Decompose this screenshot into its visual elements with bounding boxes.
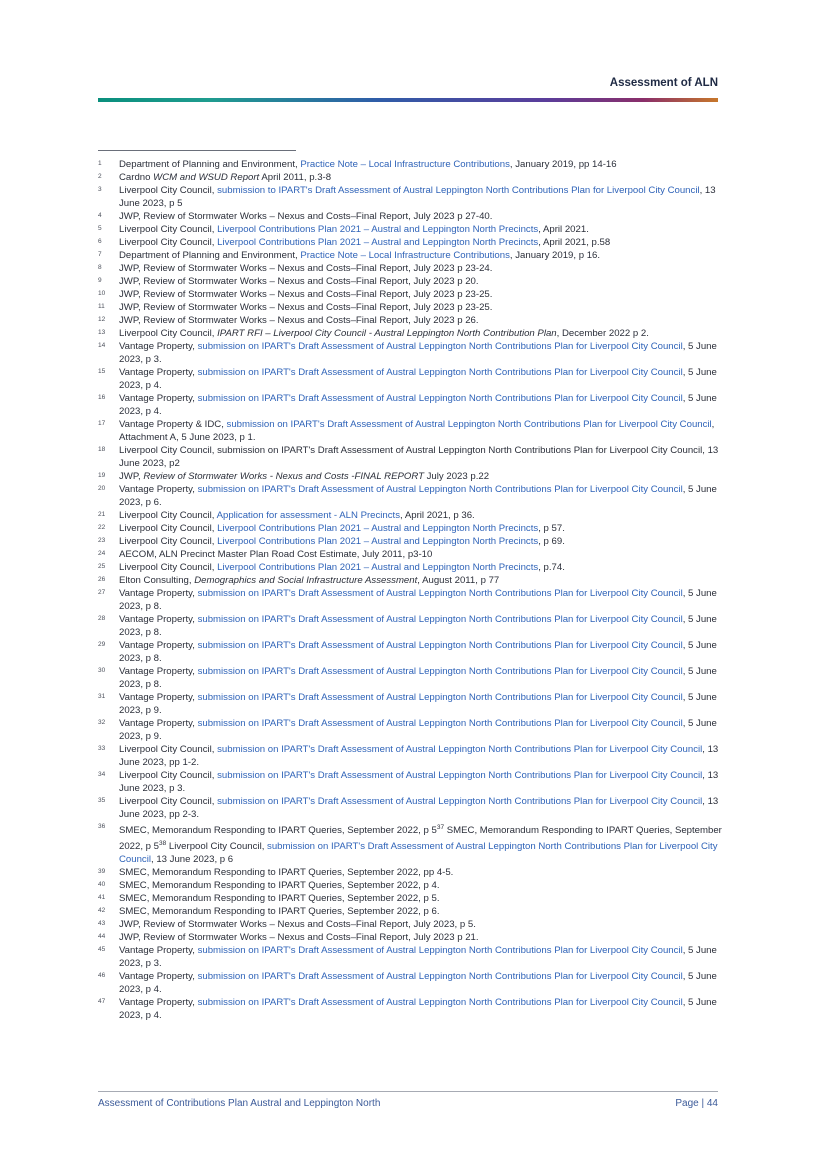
footnote-number: 7 [98, 251, 102, 258]
footnote-link[interactable]: submission on IPART's Draft Assessment of Austral Leppington North Contributions Plan for Liverpool City Council [197, 484, 683, 495]
footnote-number: 43 [98, 920, 106, 928]
footnote-text: Vantage Property, [119, 367, 198, 378]
footnote-text: , April 2021, p.58 [538, 237, 611, 248]
footnote-text: , 5 June 2023, p 4. [119, 971, 717, 996]
footnote-text: Liverpool City Council, [119, 536, 218, 547]
footnote-text: Vantage Property, [119, 666, 198, 677]
footnote-item [98, 210, 722, 223]
footnote-number: 39 [98, 868, 106, 876]
footnote-number: 26 [98, 576, 106, 583]
footnote-item [98, 866, 722, 879]
footnote-number: 4 [98, 212, 102, 219]
footnote-number: 13 [98, 329, 106, 336]
footnote-number: 30 [98, 667, 106, 674]
footnote-text: Vantage Property, [119, 971, 198, 983]
footnote-link[interactable]: submission on IPART's Draft Assessment of Austral Leppington North Contributions Plan for Liverpool City Council [217, 744, 703, 755]
footnote-text: Vantage Property, [119, 640, 198, 651]
footnote-item [98, 366, 722, 392]
footnote-number: 8 [98, 264, 102, 271]
footnote-item [98, 769, 722, 795]
footnote-text: , 5 June 2023, p 4. [119, 367, 717, 391]
footnote-separator [98, 150, 296, 151]
footnote-number: 3 [98, 186, 102, 193]
footnote-item [98, 275, 722, 288]
footnote-link[interactable]: submission on IPART's Draft Assessment of Austral Leppington North Contributions Plan for Liverpool City Council [197, 971, 683, 983]
footnote-text: , January 2019, p 16. [509, 250, 601, 261]
footnote-text: Liverpool City Council, submission on IPART's Draft Assessment of Austral Leppington North Contributions Plan for Liverpool City Council, 13 June 2023, p2 [119, 445, 719, 469]
footnote-link[interactable]: submission on IPART's Draft Assessment of Austral Leppington North Contributions Plan for Liverpool City Council [197, 666, 683, 677]
footnote-text: , April 2021, p 36. [400, 510, 475, 521]
footnote-text: JWP, [119, 471, 144, 482]
footnote-item [98, 249, 722, 262]
footnote-item [98, 184, 722, 210]
footnote-number: 1 [98, 160, 102, 167]
footnote-italic-text: IPART RFI – Liverpool City Council - Austral Leppington North Contribution Plan [217, 328, 557, 339]
footnote-text: , 5 June 2023, p 6. [119, 484, 717, 508]
footnote-text: Liverpool City Council, [119, 744, 218, 755]
footnote-item [98, 522, 722, 535]
footnote-link[interactable]: submission on IPART's Draft Assessment of Austral Leppington North Contributions Plan for Liverpool City Council [226, 419, 712, 430]
footnote-text: , Attachment A, 5 June 2023, p 1. [119, 419, 715, 443]
footnote-number: 31 [98, 693, 106, 700]
footnote-text: SMEC, Memorandum Responding to IPART Queries, September 2022, p 5. [119, 893, 440, 905]
footnote-text: Liverpool City Council, [119, 523, 218, 534]
footnote-text: Liverpool City Council, [119, 562, 218, 573]
footnote-item [98, 743, 722, 769]
footnote-item [98, 996, 722, 1022]
footnote-number: 12 [98, 316, 106, 323]
footnote-link[interactable]: submission to IPART's Draft Assessment of Austral Leppington North Contributions Plan for Liverpool City Council [217, 185, 700, 196]
header-gradient-bar [98, 98, 718, 102]
footnote-item [98, 970, 722, 996]
footnote-text: JWP, Review of Stormwater Works – Nexus and Costs–Final Report, July 2023 p 27-40. [119, 211, 493, 222]
footnote-text: , 13 June 2023, p 6 [151, 854, 234, 866]
footnote-text: Vantage Property, [119, 588, 198, 599]
footnote-item [98, 613, 722, 639]
footnote-text: , 13 June 2023, pp 1-2. [119, 744, 719, 768]
footnote-link[interactable]: submission on IPART's Draft Assessment of Austral Leppington North Contributions Plan for Liverpool City Council [119, 841, 718, 866]
footnote-item [98, 574, 722, 587]
footnote-number: 21 [98, 511, 106, 518]
footnote-number: 19 [98, 472, 106, 479]
footnote-number: 44 [98, 933, 106, 941]
footnote-item [98, 931, 722, 944]
footnote-superscript: 37 [436, 824, 445, 831]
footnote-item [98, 327, 722, 340]
footnote-text: JWP, Review of Stormwater Works – Nexus and Costs–Final Report, July 2023 p 26. [119, 315, 479, 326]
footnote-text: , 5 June 2023, p 8. [119, 588, 717, 612]
footnote-item [98, 392, 722, 418]
footnote-item [98, 444, 722, 470]
footnote-item [98, 483, 722, 509]
footnote-item [98, 639, 722, 665]
page-header-title: Assessment of ALN [609, 77, 718, 89]
footnote-superscript: 38 [159, 840, 167, 848]
footnote-number: 22 [98, 524, 106, 531]
footnote-text: Vantage Property, [119, 484, 198, 495]
footnote-number: 6 [98, 238, 102, 245]
footnote-number: 42 [98, 907, 106, 915]
footnote-link[interactable]: Liverpool Contributions Plan 2021 – Austral and Leppington North Precincts [217, 562, 539, 573]
footnote-text: JWP, Review of Stormwater Works – Nexus and Costs–Final Report, July 2023 p 23-24. [119, 263, 493, 274]
footnote-item [98, 665, 722, 691]
footnote-item [98, 795, 722, 821]
footnote-link[interactable]: submission on IPART's Draft Assessment of Austral Leppington North Contributions Plan for Liverpool City Council [217, 796, 703, 807]
footnote-text: July 2023 p.22 [423, 471, 490, 482]
footnote-text: , August 2011, p 77 [417, 575, 500, 586]
footnote-link[interactable]: Liverpool Contributions Plan 2021 – Austral and Leppington North Precincts [217, 237, 539, 248]
footnote-link[interactable]: Liverpool Contributions Plan 2021 – Austral and Leppington North Precincts [217, 536, 539, 547]
footnote-text: , 13 June 2023, p 5 [119, 185, 716, 209]
footnote-text: SMEC, Memorandum Responding to IPART Queries, September 2022, p 6. [119, 906, 440, 918]
footnote-number: 35 [98, 797, 106, 804]
footnote-item [98, 535, 722, 548]
footnote-item [98, 340, 722, 366]
footnote-number: 14 [98, 342, 106, 349]
footnote-link[interactable]: Practice Note – Local Infrastructure Contributions [300, 250, 510, 261]
footnote-number: 28 [98, 615, 106, 622]
footnote-text: , 5 June 2023, p 9. [119, 692, 717, 716]
footnote-link[interactable]: submission on IPART's Draft Assessment of Austral Leppington North Contributions Plan for Liverpool City Council [197, 367, 683, 378]
footnote-number: 27 [98, 589, 106, 596]
footnote-text: SMEC, Memorandum Responding to IPART Queries, September 2022, p 5 [119, 825, 722, 853]
footnote-item [98, 314, 722, 327]
footnote-item [98, 548, 722, 561]
footnote-text: Liverpool City Council, [119, 510, 217, 521]
footnote-text: Department of Planning and Environment, [119, 159, 301, 170]
footnote-text: JWP, Review of Stormwater Works – Nexus and Costs–Final Report, July 2023 p 23-25. [119, 302, 493, 313]
footnote-text: Vantage Property, [119, 945, 198, 957]
footnote-text: April 2011, p.3-8 [259, 172, 332, 183]
footnote-link[interactable]: submission on IPART's Draft Assessment of Austral Leppington North Contributions Plan for Liverpool City Council [197, 588, 683, 599]
footnote-text: Department of Planning and Environment, [119, 250, 301, 261]
footnote-link[interactable]: submission on IPART's Draft Assessment of Austral Leppington North Contributions Plan for Liverpool City Council [197, 341, 683, 352]
footnote-text: Vantage Property, [119, 718, 198, 729]
footnote-text: Liverpool City Council, [119, 224, 218, 235]
footnote-link[interactable]: submission on IPART's Draft Assessment of Austral Leppington North Contributions Plan for Liverpool City Council [197, 640, 683, 651]
footnote-text: SMEC, Memorandum Responding to IPART Queries, September 2022, pp 4-5. [119, 867, 454, 879]
footnote-number: 36 [98, 823, 106, 830]
footnote-text: , 5 June 2023, p 4. [119, 393, 717, 417]
footnote-number: 23 [98, 537, 106, 544]
footnote-number: 32 [98, 719, 106, 726]
footnote-item [98, 236, 722, 249]
footnote-number: 34 [98, 771, 106, 778]
footnote-number: 9 [98, 277, 102, 284]
footnote-link[interactable]: submission on IPART's Draft Assessment of Austral Leppington North Contributions Plan for Liverpool City Council [197, 997, 683, 1009]
footnote-number: 10 [98, 290, 106, 297]
footnote-text: , p 69. [538, 536, 565, 547]
footnote-link[interactable]: submission on IPART's Draft Assessment of Austral Leppington North Contributions Plan for Liverpool City Council [217, 770, 703, 781]
footnote-text: Liverpool City Council, [166, 841, 268, 853]
footer-page-number: Page | 44 [675, 1098, 718, 1109]
footnote-text: Vantage Property, [119, 393, 198, 404]
footnote-text: Vantage Property, [119, 614, 198, 625]
footnote-item [98, 223, 722, 236]
footnote-text: , p 57. [538, 523, 565, 534]
footnote-number: 33 [98, 745, 106, 752]
footnote-item [98, 470, 722, 483]
footnote-number: 46 [98, 972, 106, 980]
footer-document-title: Assessment of Contributions Plan Austral and Leppington North [98, 1098, 381, 1109]
footnote-item [98, 262, 722, 275]
footnote-link[interactable]: submission on IPART's Draft Assessment of Austral Leppington North Contributions Plan for Liverpool City Council [197, 692, 683, 703]
footnote-item [98, 892, 722, 905]
footnote-text: , 5 June 2023, p 8. [119, 640, 717, 664]
footnote-text: SMEC, Memorandum Responding to IPART Queries, September 2022, p 4. [119, 880, 440, 892]
footnote-item [98, 301, 722, 314]
footnote-italic-text: WCM and WSUD Report [153, 172, 260, 183]
footnote-number: 25 [98, 563, 106, 570]
footnote-link[interactable]: Liverpool Contributions Plan 2021 – Austral and Leppington North Precincts [217, 224, 539, 235]
footnote-number: 16 [98, 394, 106, 401]
footnote-number: 5 [98, 225, 102, 232]
footnote-number: 45 [98, 946, 106, 954]
footnote-number: 18 [98, 446, 106, 453]
footnote-item [98, 821, 722, 866]
footnote-text: , January 2019, pp 14-16 [509, 159, 617, 170]
footnote-text: , 5 June 2023, p 8. [119, 666, 717, 690]
footnote-number: 17 [98, 420, 106, 427]
footnote-text: , December 2022 p 2. [556, 328, 649, 339]
footnote-item [98, 418, 722, 444]
footnote-number: 20 [98, 485, 106, 492]
footnote-item [98, 158, 722, 171]
footnote-item [98, 905, 722, 918]
footnote-text: Liverpool City Council, [119, 770, 218, 781]
footnote-link[interactable]: submission on IPART's Draft Assessment of Austral Leppington North Contributions Plan for Liverpool City Council [197, 945, 683, 957]
footnote-item [98, 944, 722, 970]
footnote-text: JWP, Review of Stormwater Works – Nexus and Costs–Final Report, July 2023, p 5. [119, 919, 476, 931]
footnote-text: SMEC, Memorandum Responding to IPART Queries, September 2022, p 5 [119, 825, 437, 837]
footnote-item [98, 879, 722, 892]
footnote-item [98, 717, 722, 743]
footnote-number: 40 [98, 881, 106, 889]
footnote-number: 47 [98, 998, 106, 1006]
footnote-number: 2 [98, 173, 102, 180]
footnote-text: JWP, Review of Stormwater Works – Nexus and Costs–Final Report, July 2023 p 21. [119, 932, 479, 944]
footnote-text: Vantage Property & IDC, [119, 419, 227, 430]
footnote-text: Liverpool City Council, [119, 796, 218, 807]
footnote-item [98, 509, 722, 522]
footnote-text: , 13 June 2023, pp 2-3. [119, 796, 719, 820]
footnote-link[interactable]: submission on IPART's Draft Assessment of Austral Leppington North Contributions Plan for Liverpool City Council [197, 614, 683, 625]
footnote-number: 11 [98, 303, 105, 310]
footnote-item [98, 918, 722, 931]
footnote-text: Vantage Property, [119, 997, 198, 1009]
footnote-text: Liverpool City Council, [119, 237, 218, 248]
footnote-text: , 5 June 2023, p 4. [119, 997, 717, 1022]
footnote-number: 15 [98, 368, 106, 375]
footnote-number: 41 [98, 894, 106, 902]
footnote-link[interactable]: Application for assessment - ALN Precincts [216, 510, 401, 521]
footnote-text: , 5 June 2023, p 3. [119, 341, 717, 365]
footnote-item [98, 587, 722, 613]
footnote-text: Cardno [119, 172, 154, 183]
footnote-link[interactable]: Liverpool Contributions Plan 2021 – Austral and Leppington North Precincts [217, 523, 539, 534]
footnote-text: , April 2021. [538, 224, 589, 235]
footnote-list [98, 158, 722, 1022]
footnote-text: , 5 June 2023, p 9. [119, 718, 717, 742]
footnote-text: AECOM, ALN Precinct Master Plan Road Cost Estimate, July 2011, p3-10 [119, 549, 433, 560]
footnote-text: Liverpool City Council, [119, 328, 218, 339]
footnote-link[interactable]: submission on IPART's Draft Assessment of Austral Leppington North Contributions Plan for Liverpool City Council [197, 393, 683, 404]
footnote-italic-text: Demographics and Social Infrastructure Assessment [194, 575, 418, 586]
footnote-text: , 13 June 2023, p 3. [119, 770, 719, 794]
footnote-text: Vantage Property, [119, 692, 198, 703]
footnote-text: , 5 June 2023, p 3. [119, 945, 717, 970]
footnote-item [98, 288, 722, 301]
footnote-link[interactable]: submission on IPART's Draft Assessment of Austral Leppington North Contributions Plan for Liverpool City Council [197, 718, 683, 729]
footnote-text: Elton Consulting, [119, 575, 195, 586]
footnote-text: JWP, Review of Stormwater Works – Nexus and Costs–Final Report, July 2023 p 20. [119, 276, 479, 287]
footnote-text: , p.74. [538, 562, 565, 573]
footnote-item [98, 171, 722, 184]
footnote-text: , 5 June 2023, p 8. [119, 614, 717, 638]
footnote-text: JWP, Review of Stormwater Works – Nexus and Costs–Final Report, July 2023 p 23-25. [119, 289, 493, 300]
footer-rule [98, 1091, 718, 1092]
footnote-item [98, 691, 722, 717]
footnote-number: 24 [98, 550, 106, 557]
footnote-text: Vantage Property, [119, 341, 198, 352]
footnote-link[interactable]: Practice Note – Local Infrastructure Contributions [300, 159, 510, 170]
footnote-italic-text: Review of Stormwater Works - Nexus and Costs -FINAL REPORT [143, 471, 424, 482]
footnote-text: Liverpool City Council, [119, 185, 218, 196]
footnote-item [98, 561, 722, 574]
footnote-number: 29 [98, 641, 106, 648]
